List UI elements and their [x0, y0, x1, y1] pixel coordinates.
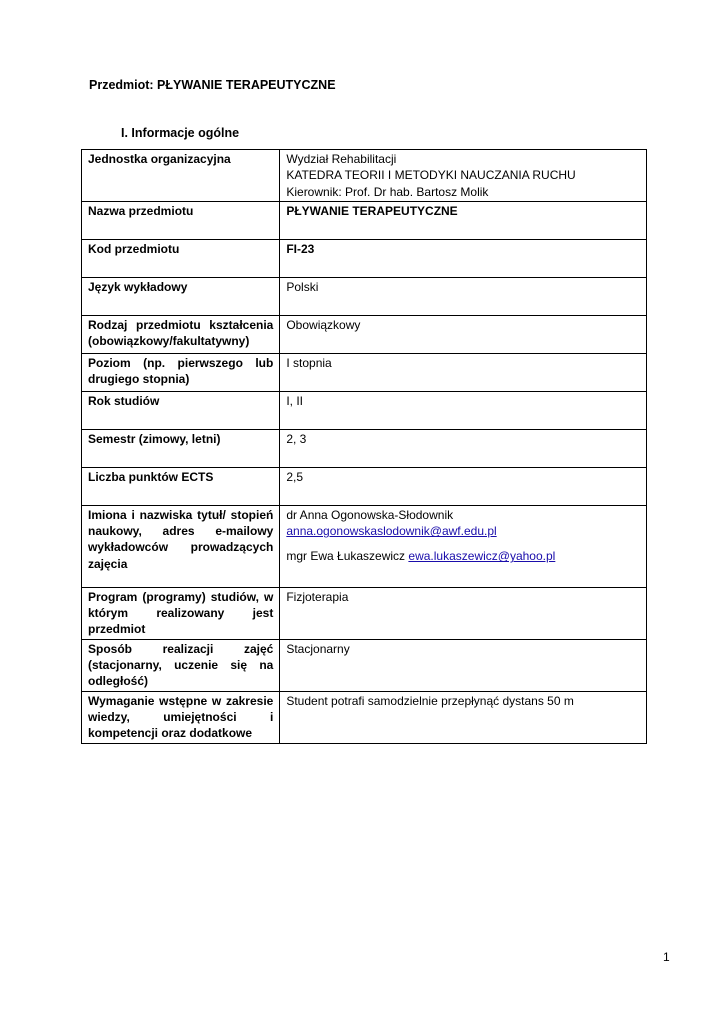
table-row	[82, 150, 647, 202]
table-row	[82, 201, 647, 239]
level-label: Poziom (np. pierwszego lub drugiego stopnia)	[82, 353, 280, 391]
faculty-name: Wydział Rehabilitacji	[286, 152, 397, 166]
course-name-value: PŁYWANIE TERAPEUTYCZNE	[280, 201, 647, 239]
course-code-value: FI-23	[280, 239, 647, 277]
course-code-label: Kod przedmiotu	[82, 239, 280, 277]
program-value: Fizjoterapia	[280, 587, 647, 639]
document-title: Przedmiot: PŁYWANIE TERAPEUTYCZNE	[89, 78, 336, 92]
table-row	[82, 391, 647, 429]
table-row	[82, 277, 647, 315]
language-value: Polski	[280, 277, 647, 315]
level-value: I stopnia	[280, 353, 647, 391]
table-row	[82, 505, 647, 587]
general-info-table	[81, 149, 647, 744]
prerequisites-label: Wymaganie wstępne w zakresie wiedzy, umiejętności i kompetencji oraz dodatkowe	[82, 691, 280, 743]
lecturer-2-email-link[interactable]: ewa.lukaszewicz@yahoo.pl	[408, 549, 556, 564]
lecturer-1-email-link[interactable]: anna.ogonowskaslodownik@awf.edu.pl	[286, 524, 497, 539]
table-row	[82, 587, 647, 639]
course-type-value: Obowiązkowy	[280, 315, 647, 353]
course-name-label: Nazwa przedmiotu	[82, 201, 280, 239]
year-value: I, II	[280, 391, 647, 429]
spacer	[286, 539, 640, 548]
department-head: Kierownik: Prof. Dr hab. Bartosz Molik	[286, 184, 489, 199]
lecturers-label: Imiona i nazwiska tytuł/ stopień naukowy, adres e-mailowy wykładowców prowadzących zajęcia	[82, 505, 280, 587]
ects-value: 2,5	[280, 467, 647, 505]
table-row	[82, 467, 647, 505]
section-heading: I. Informacje ogólne	[121, 126, 240, 140]
table-row	[82, 315, 647, 353]
year-label: Rok studiów	[82, 391, 280, 429]
page-number: 1	[663, 950, 670, 964]
lecturers-value	[280, 505, 647, 587]
org-unit-label: Jednostka organizacyjna	[82, 150, 280, 202]
ects-label: Liczba punktów ECTS	[82, 467, 280, 505]
prerequisites-value: Student potrafi samodzielnie przepłynąć dystans 50 m	[280, 691, 647, 743]
lecturer-2-line	[286, 548, 640, 564]
lecturer-2-name: mgr Ewa Łukaszewicz	[286, 549, 406, 564]
table-row	[82, 429, 647, 467]
course-type-label: Rodzaj przedmiotu kształcenia (obowiązkowy/fakultatywny)	[82, 315, 280, 353]
org-unit-value	[280, 150, 647, 202]
mode-value: Stacjonarny	[280, 639, 647, 691]
table-row	[82, 639, 647, 691]
semester-label: Semestr (zimowy, letni)	[82, 429, 280, 467]
department-name: KATEDRA TEORII I METODYKI NAUCZANIA RUCHU	[286, 168, 576, 183]
mode-label: Sposób realizacji zajęć (stacjonarny, uczenie się na odległość)	[82, 639, 280, 691]
table-row	[82, 239, 647, 277]
program-label: Program (programy) studiów, w którym realizowany jest przedmiot	[82, 587, 280, 639]
lecturer-1-name: dr Anna Ogonowska-Słodownik	[286, 507, 454, 522]
language-label: Język wykładowy	[82, 277, 280, 315]
table-row	[82, 691, 647, 743]
semester-value: 2, 3	[280, 429, 647, 467]
table-row	[82, 353, 647, 391]
